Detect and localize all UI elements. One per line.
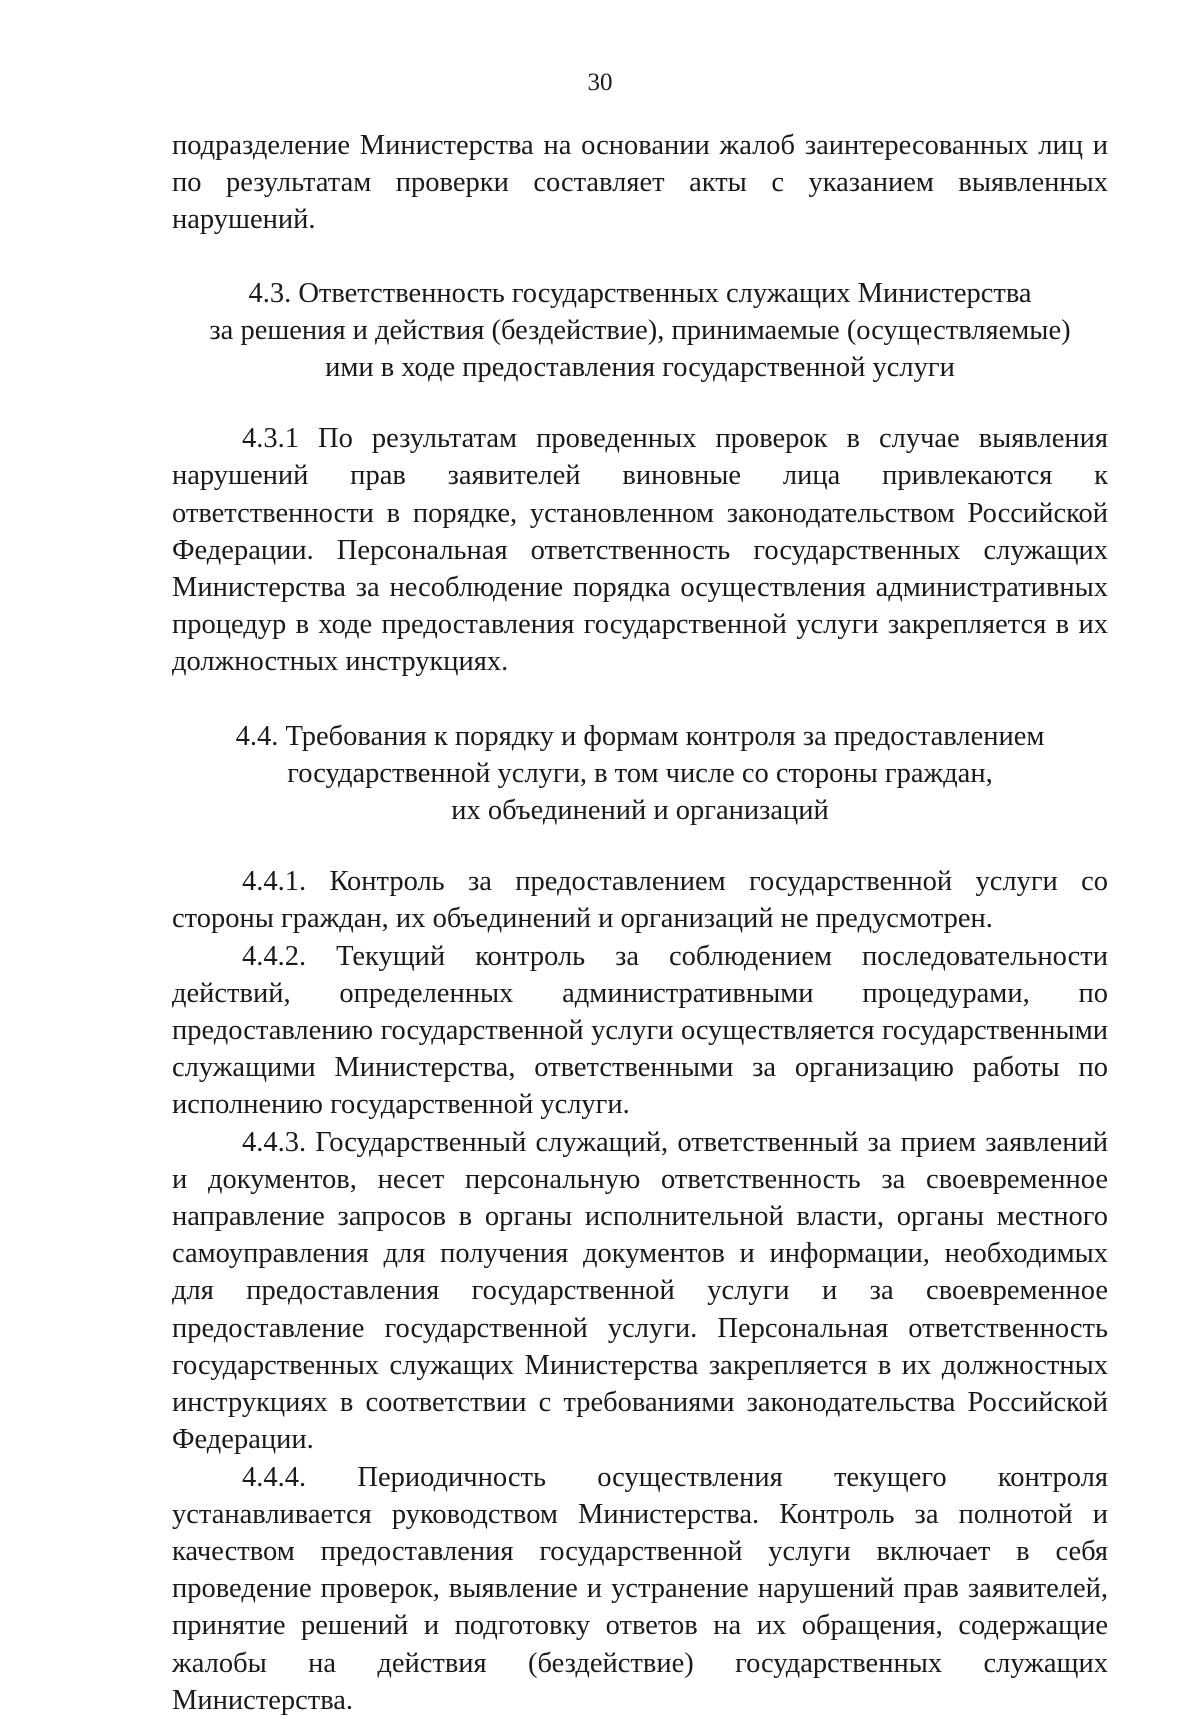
paragraph-4-3-1: 4.3.1 По результатам проведенных проверок в случае выявления нарушений прав заявителей виновные лица привлекаются к ответственности в порядке, установленном законодательством Российской Федерации. Персональная ответственность государственных служащих Министерства за несоблюдение порядка осуществления административных процедур в ходе предоставления государственной услуги закрепляется в их должностных инструкциях.: [172, 423, 1108, 678]
section-4-4-heading-line: их объединений и организаций: [451, 795, 829, 827]
intro-paragraph: подразделение Министерства на основании жалоб заинтересованных лиц и по результатам проверки составляет акты с указанием выявленных нарушений.: [172, 130, 1108, 236]
document-body: [172, 127, 1108, 1719]
paragraph-4-4-2: 4.4.2. Текущий контроль за соблюдением последовательности действий, определенных административными процедурами, по предоставлению государственной услуги осуществляется государственными служащими Министерства, ответственными за организацию работы по исполнению государственной услуги.: [172, 940, 1108, 1121]
paragraph-4-4-3: 4.4.3. Государственный служащий, ответственный за прием заявлений и документов, несет персональную ответственность за своевременное направление запросов в органы исполнительной власти, органы местного самоуправления для получения документов и информации, необходимых для предоставления государственной услуги и за своевременное предоставление государственной услуги. Персональная ответственность государственных служащих Министерства закрепляется в их должностных инструкциях в соответствии с требованиями законодательства Российской Федерации.: [172, 1126, 1108, 1456]
page-number: 30: [587, 69, 613, 96]
section-4-3-heading-line: за решения и действия (бездействие), принимаемые (осуществляемые): [209, 314, 1071, 346]
section-4-3-heading-line: ими в ходе предоставления государственной услуги: [325, 352, 955, 384]
paragraph-4-4-4: 4.4.4. Периодичность осуществления текущего контроля устанавливается руководством Министерства. Контроль за полнотой и качеством предоставления государственной услуги включает в себя проведение проверок, выявление и устранение нарушений прав заявителей, принятие решений и подготовку ответов на их обращения, содержащие жалобы на действия (бездействие) государственных служащих Министерства.: [172, 1461, 1108, 1716]
section-4-4-heading-line: 4.4. Требования к порядку и формам контроля за предоставлением: [235, 720, 1045, 752]
section-4-3-heading: [172, 275, 1108, 387]
section-4-4-heading: [172, 718, 1108, 830]
section-4-3-heading-line: 4.3. Ответственность государственных служащих Министерства: [248, 277, 1032, 309]
section-4-4-heading-line: государственной услуги, в том числе со стороны граждан,: [287, 757, 993, 789]
paragraph-4-4-1: 4.4.1. Контроль за предоставлением государственной услуги со стороны граждан, их объединений и организаций не предусмотрен.: [172, 866, 1108, 935]
